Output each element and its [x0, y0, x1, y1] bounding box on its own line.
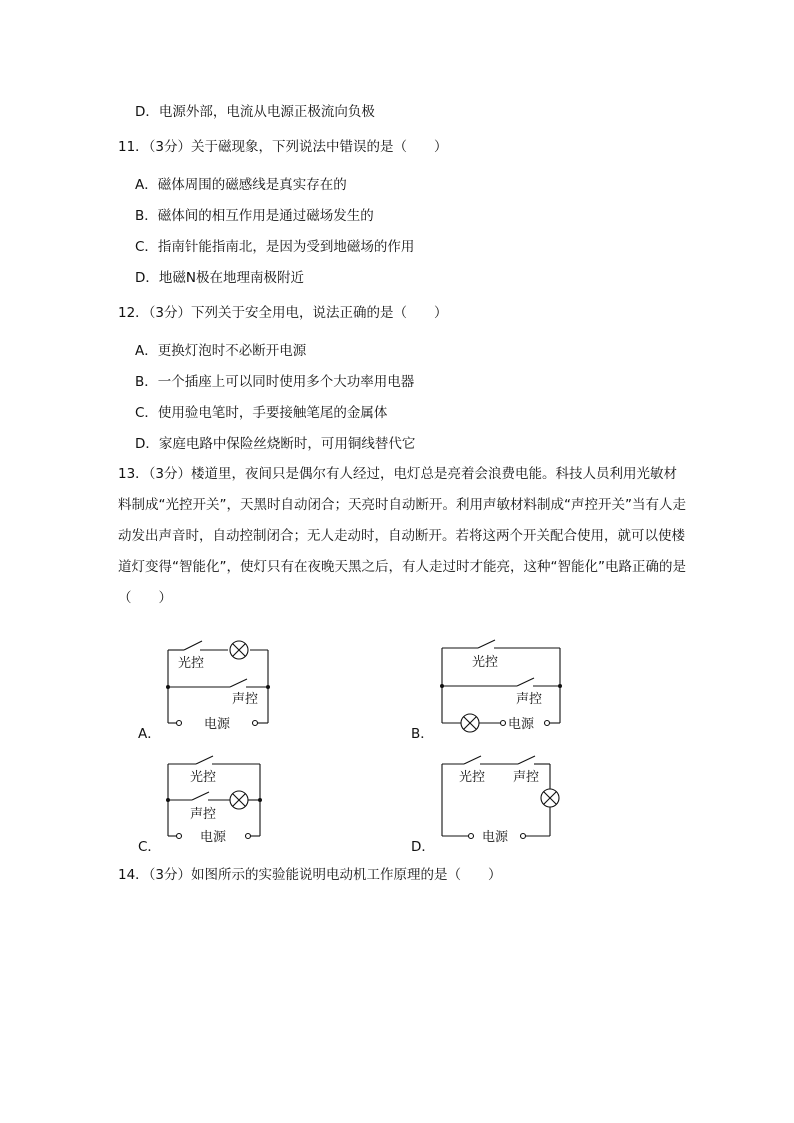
circuit-diagram-a — [160, 635, 280, 735]
power-source-label: 电源 — [482, 830, 509, 845]
q12-option-d: D．家庭电路中保险丝烧断时，可用铜线替代它 — [135, 436, 416, 452]
sound-switch-label: 声控 — [232, 692, 259, 707]
q11-stem: 11．（3分）关于磁现象，下列说法中错误的是（ ） — [118, 139, 448, 155]
circuit-diagram-b — [434, 635, 569, 735]
light-switch-label: 光控 — [190, 770, 217, 785]
q11-option-a: A．磁体周围的磁感线是真实存在的 — [135, 177, 347, 193]
light-switch-label: 光控 — [178, 656, 205, 671]
sound-switch-label: 声控 — [190, 807, 217, 822]
q12-option-b: B．一个插座上可以同时使用多个大功率用电器 — [135, 374, 415, 390]
light-switch-label: 光控 — [459, 770, 486, 785]
q11-option-c: C．指南针能指南北，是因为受到地磁场的作用 — [135, 239, 415, 255]
power-source-label: 电源 — [508, 717, 535, 732]
sound-switch-label: 声控 — [516, 692, 543, 707]
q13-stem: 13．（3分）楼道里，夜间只是偶尔有人经过，电灯总是亮着会浪费电能。科技人员利用光敏材料制成“光控开关”，天黑时自动闭合；天亮时自动断开。利用声敏材料制成“声控开关”当有人走动发出声音时，自动控制闭合；无人走动时，自动断开。若将这两个开关配合使用，就可以使楼道灯变得“智能化”，使灯只有在夜晚天黑之后，有人走过时才能亮，这种“智能化”电路正确的是（ ） — [118, 466, 686, 606]
q10-option-d: D．电源外部，电流从电源正极流向负极 — [135, 104, 375, 120]
circuit-diagram-d — [434, 750, 564, 850]
q11-option-d: D．地磁N极在地理南极附近 — [135, 270, 304, 286]
lamp-icon — [461, 714, 479, 732]
circuit-diagram-c — [160, 750, 280, 850]
light-switch-label: 光控 — [472, 655, 499, 670]
sound-switch-label: 声控 — [513, 770, 540, 785]
lamp-icon — [230, 641, 248, 659]
q11-option-b: B．磁体间的相互作用是通过磁场发生的 — [135, 208, 374, 224]
q13-option-b-label: B． — [411, 726, 434, 742]
q12-option-c: C．使用验电笔时，手要接触笔尾的金属体 — [135, 405, 388, 421]
q12-option-a: A．更换灯泡时不必断开电源 — [135, 343, 307, 359]
power-source-label: 电源 — [200, 830, 227, 845]
q14-stem: 14．（3分）如图所示的实验能说明电动机工作原理的是（ ） — [118, 867, 502, 883]
power-source-label: 电源 — [204, 717, 231, 732]
lamp-icon — [230, 791, 248, 809]
lamp-icon — [541, 789, 559, 807]
q13-option-a-label: A． — [138, 726, 161, 742]
q12-stem: 12．（3分）下列关于安全用电，说法正确的是（ ） — [118, 305, 448, 321]
q13-option-d-label: D． — [411, 839, 435, 855]
q13-option-c-label: C． — [138, 839, 161, 855]
